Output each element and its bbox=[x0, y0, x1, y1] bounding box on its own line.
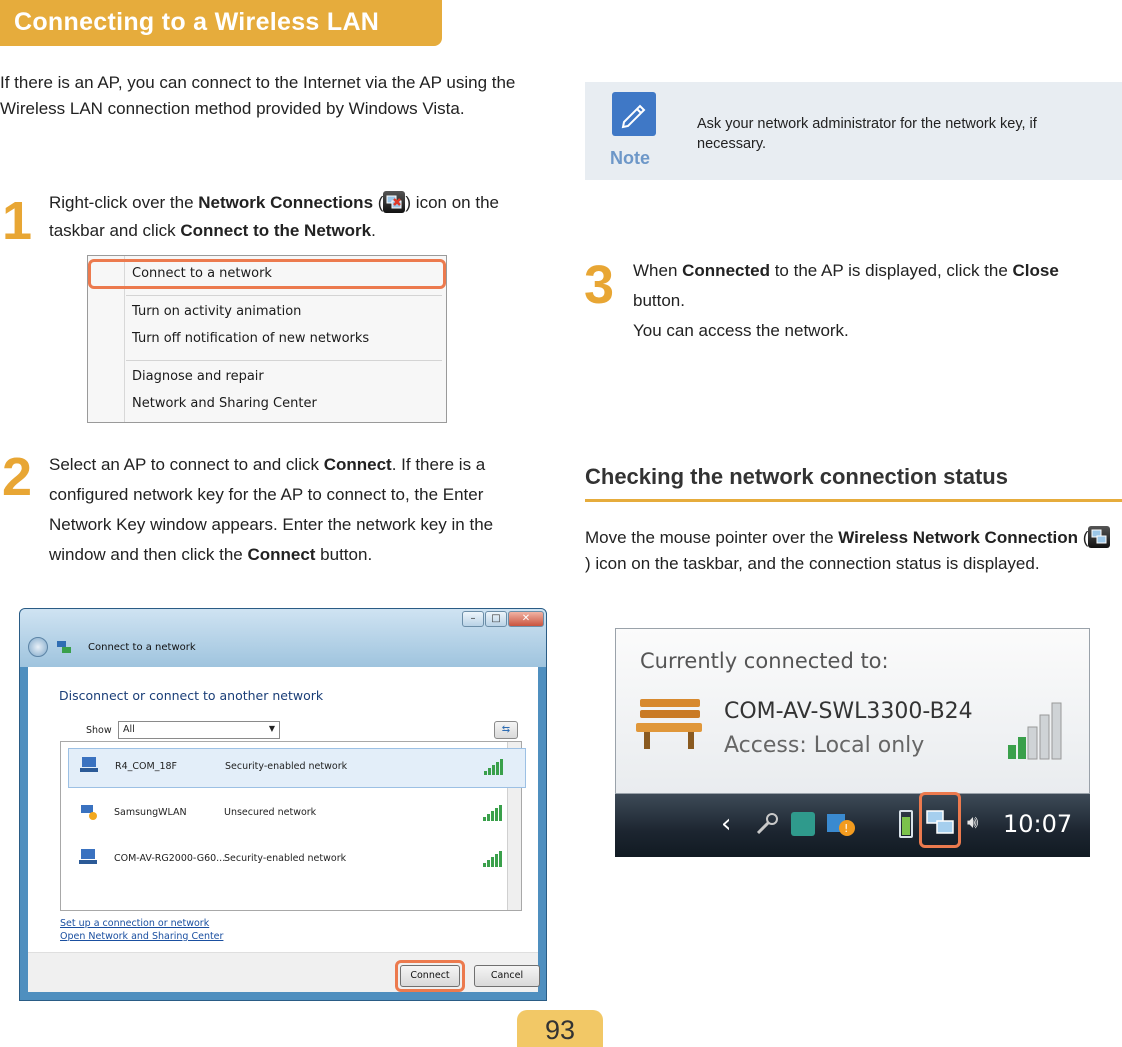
chevron-down-icon: ▼ bbox=[268, 724, 275, 733]
intro-text: If there is an AP, you can connect to the Internet via the AP using the Wireless LAN connection method provided by Windows Vista. bbox=[0, 73, 516, 118]
cancel-button[interactable]: Cancel bbox=[474, 965, 540, 987]
minimize-button[interactable]: – bbox=[462, 611, 484, 627]
sharing-center-link[interactable]: Open Network and Sharing Center bbox=[60, 931, 224, 942]
step1-text: Right-click over the Network Connections ( ) icon on the taskbar and click Connect to the Network. bbox=[49, 193, 499, 240]
network-icon bbox=[56, 639, 72, 660]
close-button[interactable]: ✕ bbox=[508, 611, 544, 627]
svg-text:!: ! bbox=[844, 822, 849, 835]
show-label: Show bbox=[86, 725, 112, 736]
connect-window-screenshot bbox=[19, 608, 547, 1001]
connect-button[interactable]: Connect bbox=[400, 965, 460, 987]
volume-icon[interactable]: 🔊︎ bbox=[967, 812, 979, 833]
page-number: 93 bbox=[517, 1010, 603, 1047]
step-number-2: 2 bbox=[2, 447, 33, 507]
show-select[interactable]: All ▼ bbox=[118, 721, 280, 739]
access-status: Access: Local only bbox=[724, 733, 925, 758]
refresh-button[interactable]: ⇆ bbox=[494, 721, 518, 739]
page-title: Connecting to a Wireless LAN bbox=[0, 0, 442, 46]
taskbar-clock[interactable]: 10:07 bbox=[1003, 810, 1073, 838]
setup-connection-link[interactable]: Set up a connection or network bbox=[60, 918, 210, 929]
note-box bbox=[585, 82, 1122, 180]
connection-status-screenshot bbox=[615, 628, 1090, 857]
taskbar bbox=[615, 794, 1090, 857]
status-heading: Currently connected to: bbox=[640, 649, 889, 673]
menu-item-diagnose-repair[interactable]: Diagnose and repair bbox=[132, 369, 264, 384]
menu-item-sharing-center[interactable]: Network and Sharing Center bbox=[132, 396, 317, 411]
battery-icon[interactable] bbox=[899, 810, 913, 838]
pencil-note-icon bbox=[612, 92, 656, 136]
step-number-3: 3 bbox=[584, 255, 615, 315]
highlight-box bbox=[88, 259, 446, 289]
network-row[interactable]: COM-AV-RG2000-G60... Security-enabled network bbox=[68, 841, 526, 881]
signal-strength-icon bbox=[483, 805, 505, 825]
context-menu-screenshot bbox=[87, 255, 447, 423]
unsecured-network-icon bbox=[78, 801, 100, 827]
note-label: Note bbox=[610, 148, 650, 168]
window-heading: Disconnect or connect to another network bbox=[59, 688, 324, 703]
secured-network-icon bbox=[78, 847, 100, 873]
secured-network-icon bbox=[79, 755, 101, 781]
app-tray-icon[interactable] bbox=[791, 812, 815, 836]
network-connections-icon bbox=[383, 191, 405, 213]
network-row[interactable]: R4_COM_18F Security-enabled network bbox=[68, 748, 526, 788]
menu-item-activity-animation[interactable]: Turn on activity animation bbox=[132, 304, 302, 319]
tools-icon[interactable] bbox=[755, 812, 779, 836]
section-divider bbox=[585, 499, 1122, 502]
security-shield-icon[interactable] bbox=[825, 810, 857, 840]
signal-strength-icon bbox=[1008, 697, 1068, 766]
note-text: Ask your network administrator for the network key, if necessary. bbox=[697, 116, 1037, 152]
wireless-connection-icon bbox=[1088, 526, 1110, 548]
chevron-left-icon[interactable]: ‹ bbox=[721, 809, 732, 839]
section-heading: Checking the network connection status bbox=[585, 464, 1008, 489]
maximize-button[interactable]: □ bbox=[485, 611, 507, 627]
menu-item-connect-to-network[interactable]: Connect to a network bbox=[132, 266, 272, 281]
step3-text: When Connected to the AP is displayed, click the Close button. You can access the network. bbox=[633, 261, 1059, 340]
signal-strength-icon bbox=[483, 851, 505, 871]
status-popup bbox=[615, 628, 1090, 794]
section-text: Move the mouse pointer over the Wireless Network Connection ( ) icon on the taskbar, and the connection status is displayed. bbox=[585, 525, 1115, 577]
connected-network-name: COM-AV-SWL3300-B24 bbox=[724, 699, 973, 724]
highlight-box bbox=[395, 960, 465, 992]
highlight-box bbox=[919, 792, 961, 848]
window-title: Connect to a network bbox=[88, 642, 196, 653]
back-arrow-icon[interactable] bbox=[28, 637, 48, 657]
signal-strength-icon bbox=[484, 759, 506, 779]
window-titlebar bbox=[20, 609, 546, 667]
window-client bbox=[28, 667, 538, 992]
bench-icon bbox=[636, 695, 706, 756]
network-row[interactable]: SamsungWLAN Unsecured network bbox=[68, 795, 526, 835]
step2-text: Select an AP to connect to and click Connect. If there is a configured network key for the AP to connect to, the Enter Network Key window appears. Enter the network key in the window and then click the Connect button. bbox=[49, 455, 494, 564]
step-number-1: 1 bbox=[2, 191, 33, 251]
menu-item-notification[interactable]: Turn off notification of new networks bbox=[132, 331, 370, 346]
